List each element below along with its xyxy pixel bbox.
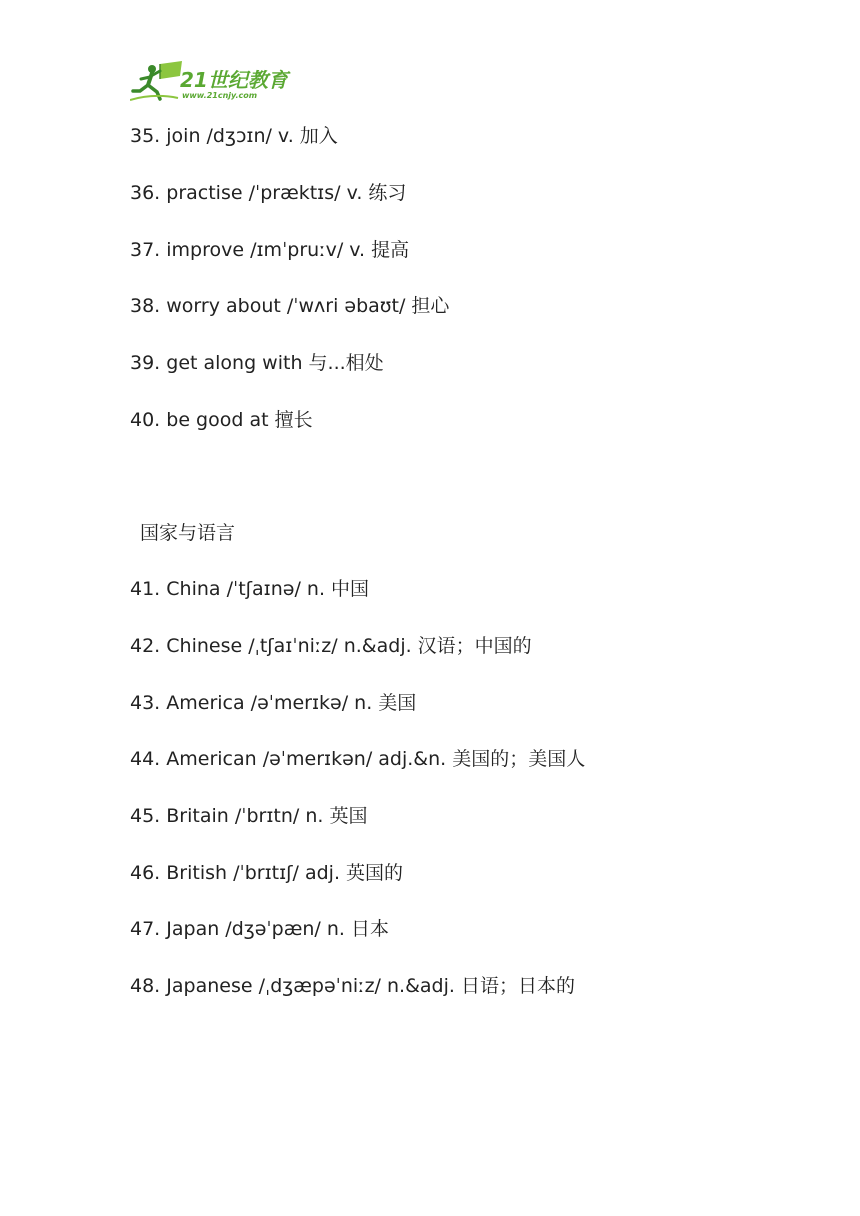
vocab-item: 35. join /dʒɔɪn/ v. 加入 <box>130 125 338 147</box>
logo-brand-text: 21世纪教育 <box>180 68 288 92</box>
vocab-item: 47. Japan /dʒəˈpæn/ n. 日本 <box>130 918 389 940</box>
vocab-item: 46. British /ˈbrɪtɪʃ/ adj. 英国的 <box>130 862 404 884</box>
vocab-item: 41. China /ˈtʃaɪnə/ n. 中国 <box>130 578 370 600</box>
vocab-item: 36. practise /ˈpræktɪs/ v. 练习 <box>130 182 407 204</box>
logo <box>130 60 300 104</box>
vocab-item: 45. Britain /ˈbrɪtn/ n. 英国 <box>130 805 368 827</box>
vocab-item: 39. get along with 与...相处 <box>130 352 384 374</box>
logo-url-text: www.21cnjy.com <box>182 91 258 100</box>
section-heading: 国家与语言 <box>140 522 236 544</box>
vocab-item: 44. American /əˈmerɪkən/ adj.&n. 美国的；美国人 <box>130 748 586 770</box>
runner-icon <box>130 60 186 102</box>
vocab-item: 42. Chinese /ˌtʃaɪˈniːz/ n.&adj. 汉语；中国的 <box>130 635 532 657</box>
vocab-item: 38. worry about /ˈwʌri əbaʊt/ 担心 <box>130 295 450 317</box>
vocab-item: 43. America /əˈmerɪkə/ n. 美国 <box>130 692 417 714</box>
vocab-item: 48. Japanese /ˌdʒæpəˈniːz/ n.&adj. 日语；日本的 <box>130 975 575 997</box>
vocab-item: 37. improve /ɪmˈpruːv/ v. 提高 <box>130 239 410 261</box>
vocab-item: 40. be good at 擅长 <box>130 409 313 431</box>
